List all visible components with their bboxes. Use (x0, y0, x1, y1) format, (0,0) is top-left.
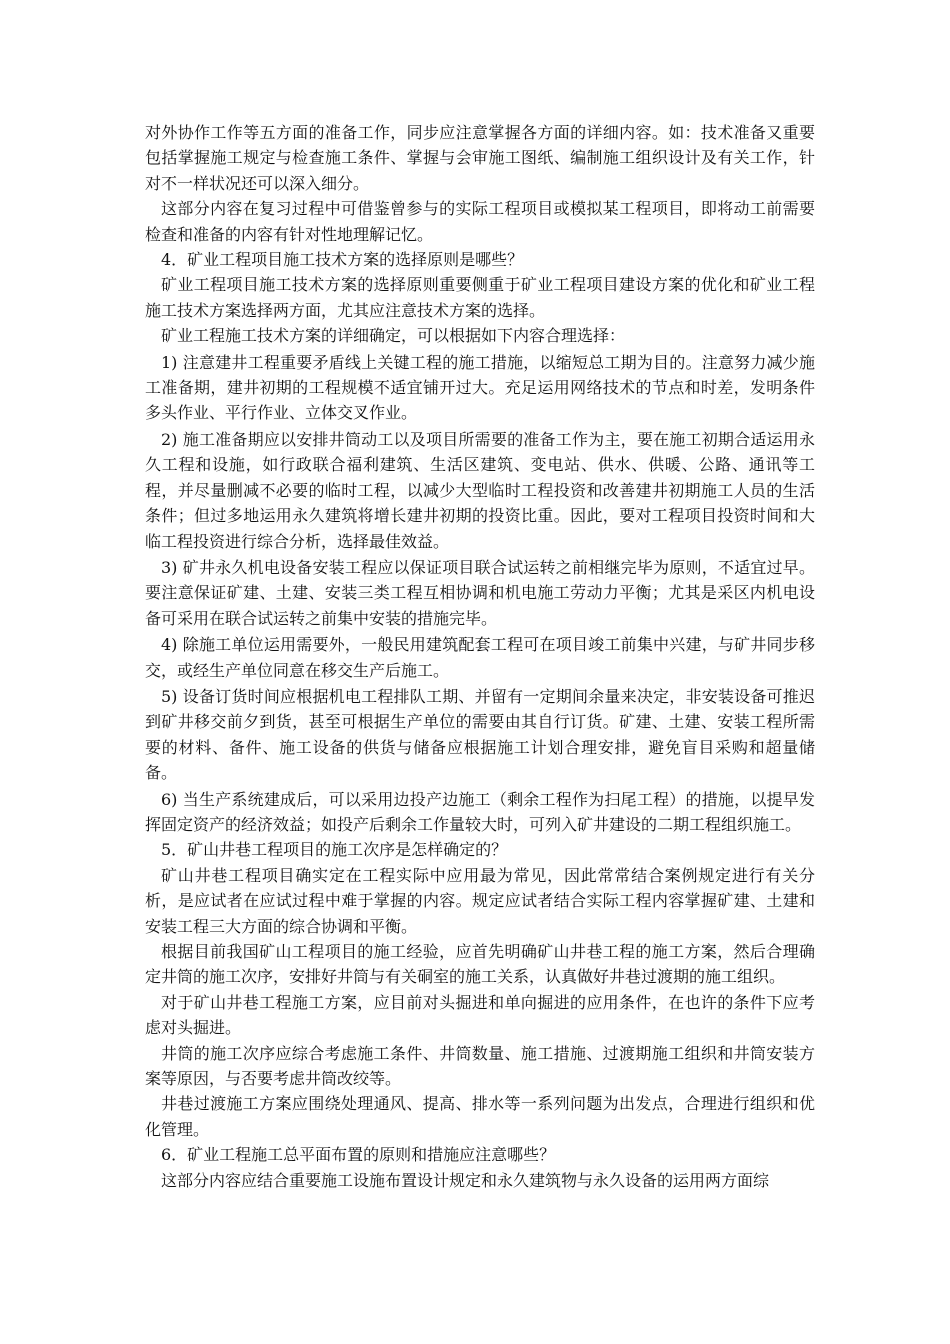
paragraph-1: 对外协作工作等五方面的准备工作，同步应注意掌握各方面的详细内容。如：技术准备又重要包括掌握施工规定与检查施工条件、掌握与会审施工图纸、编制施工组织设计及有关工作，针对不一样状况还可以深入细分。 (145, 123, 815, 193)
paragraph-7: 对于矿山井巷工程施工方案，应目前对头掘进和单向掘进的应用条件，在也许的条件下应考虑对头掘进。 (145, 992, 815, 1038)
heading-question-5: 5．矿山井巷工程项目的施工次序是怎样确定的？ (161, 840, 508, 860)
list-item-3: 3) 矿井永久机电设备安装工程应以保证项目联合试运转之前相继完毕为原则，不适宜过早。要注意保证矿建、土建、安装三类工程互相协调和机电施工劳动力平衡；尤其是采区内机电设备可采用在联合试运转之前集中安装的措施完毕。 (145, 557, 815, 628)
paragraph-5: 矿山井巷工程项目确实定在工程实际中应用最为常见，因此常常结合案例规定进行有关分析，是应试者在应试过程中难于掌握的内容。规定应试者结合实际工程内容掌握矿建、土建和安装工程三大方面的综合协调和平衡。 (145, 865, 815, 936)
list-item-6: 6) 当生产系统建成后，可以采用边投产边施工（剩余工程作为扫尾工程）的措施，以提早发挥固定资产的经济效益；如投产后剩余工作量较大时，可列入矿井建设的二期工程组织施工。 (145, 789, 815, 834)
list-item-2: 2) 施工准备期应以安排井筒动工以及项目所需要的准备工作为主，要在施工初期合适运用永久工程和设施，如行政联合福利建筑、生活区建筑、变电站、供水、供暖、公路、通讯等工程，并尽量删减不必要的临时工程，以减少大型临时工程投资和改善建井初期施工人员的生活条件；但过多地运用永久建筑将增长建井初期的投资比重。因此，要对工程项目投资时间和大临工程投资进行综合分析，选择最佳效益。 (145, 429, 815, 551)
paragraph-2: 这部分内容在复习过程中可借鉴曾参与的实际工程项目或模拟某工程项目，即将动工前需要检查和准备的内容有针对性地理解记忆。 (145, 199, 815, 244)
paragraph-6: 根据目前我国矿山工程项目的施工经验，应首先明确矿山井巷工程的施工方案，然后合理确定井筒的施工次序，安排好井筒与有关硐室的施工关系，认真做好井巷过渡期的施工组织。 (145, 942, 815, 987)
paragraph-10: 这部分内容应结合重要施工设施布置设计规定和永久建筑物与永久设备的运用两方面综 (161, 1170, 770, 1190)
heading-question-6: 6．矿业工程施工总平面布置的原则和措施应注意哪些？ (161, 1145, 556, 1165)
paragraph-8: 井筒的施工次序应综合考虑施工条件、井筒数量、施工措施、过渡期施工组织和井筒安装方案等原因，与否要考虑井筒改绞等。 (145, 1043, 815, 1089)
paragraph-4: 矿业工程施工技术方案的详细确定，可以根据如下内容合理选择： (161, 326, 626, 346)
paragraph-3: 矿业工程项目施工技术方案的选择原则重要侧重于矿业工程项目建设方案的优化和矿业工程施工技术方案选择两方面，尤其应注意技术方案的选择。 (145, 275, 815, 320)
list-item-4: 4) 除施工单位运用需要外，一般民用建筑配套工程可在项目竣工前集中兴建，与矿井同步移交，或经生产单位同意在移交生产后施工。 (145, 635, 815, 680)
list-item-1: 1) 注意建井工程重要矛盾线上关键工程的施工措施，以缩短总工期为目的。注意努力减少施工准备期，建井初期的工程规模不适宜铺开过大。充足运用网络技术的节点和时差，发明条件多头作业、平行作业、立体交叉作业。 (145, 352, 815, 423)
document-body (145, 120, 815, 1193)
paragraph-9: 井巷过渡施工方案应围绕处理通风、提高、排水等一系列问题为出发点，合理进行组织和优化管理。 (145, 1094, 815, 1139)
heading-question-4: 4．矿业工程项目施工技术方案的选择原则是哪些？ (161, 250, 524, 270)
list-item-5: 5) 设备订货时间应根据机电工程排队工期、并留有一定期间余量来决定，非安装设备可推迟到矿井移交前夕到货，甚至可根据生产单位的需要由其自行订货。矿建、土建、安装工程所需要的材料、备件、施工设备的供货与储备应根据施工计划合理安排，避免盲目采购和超量储备。 (145, 686, 815, 783)
